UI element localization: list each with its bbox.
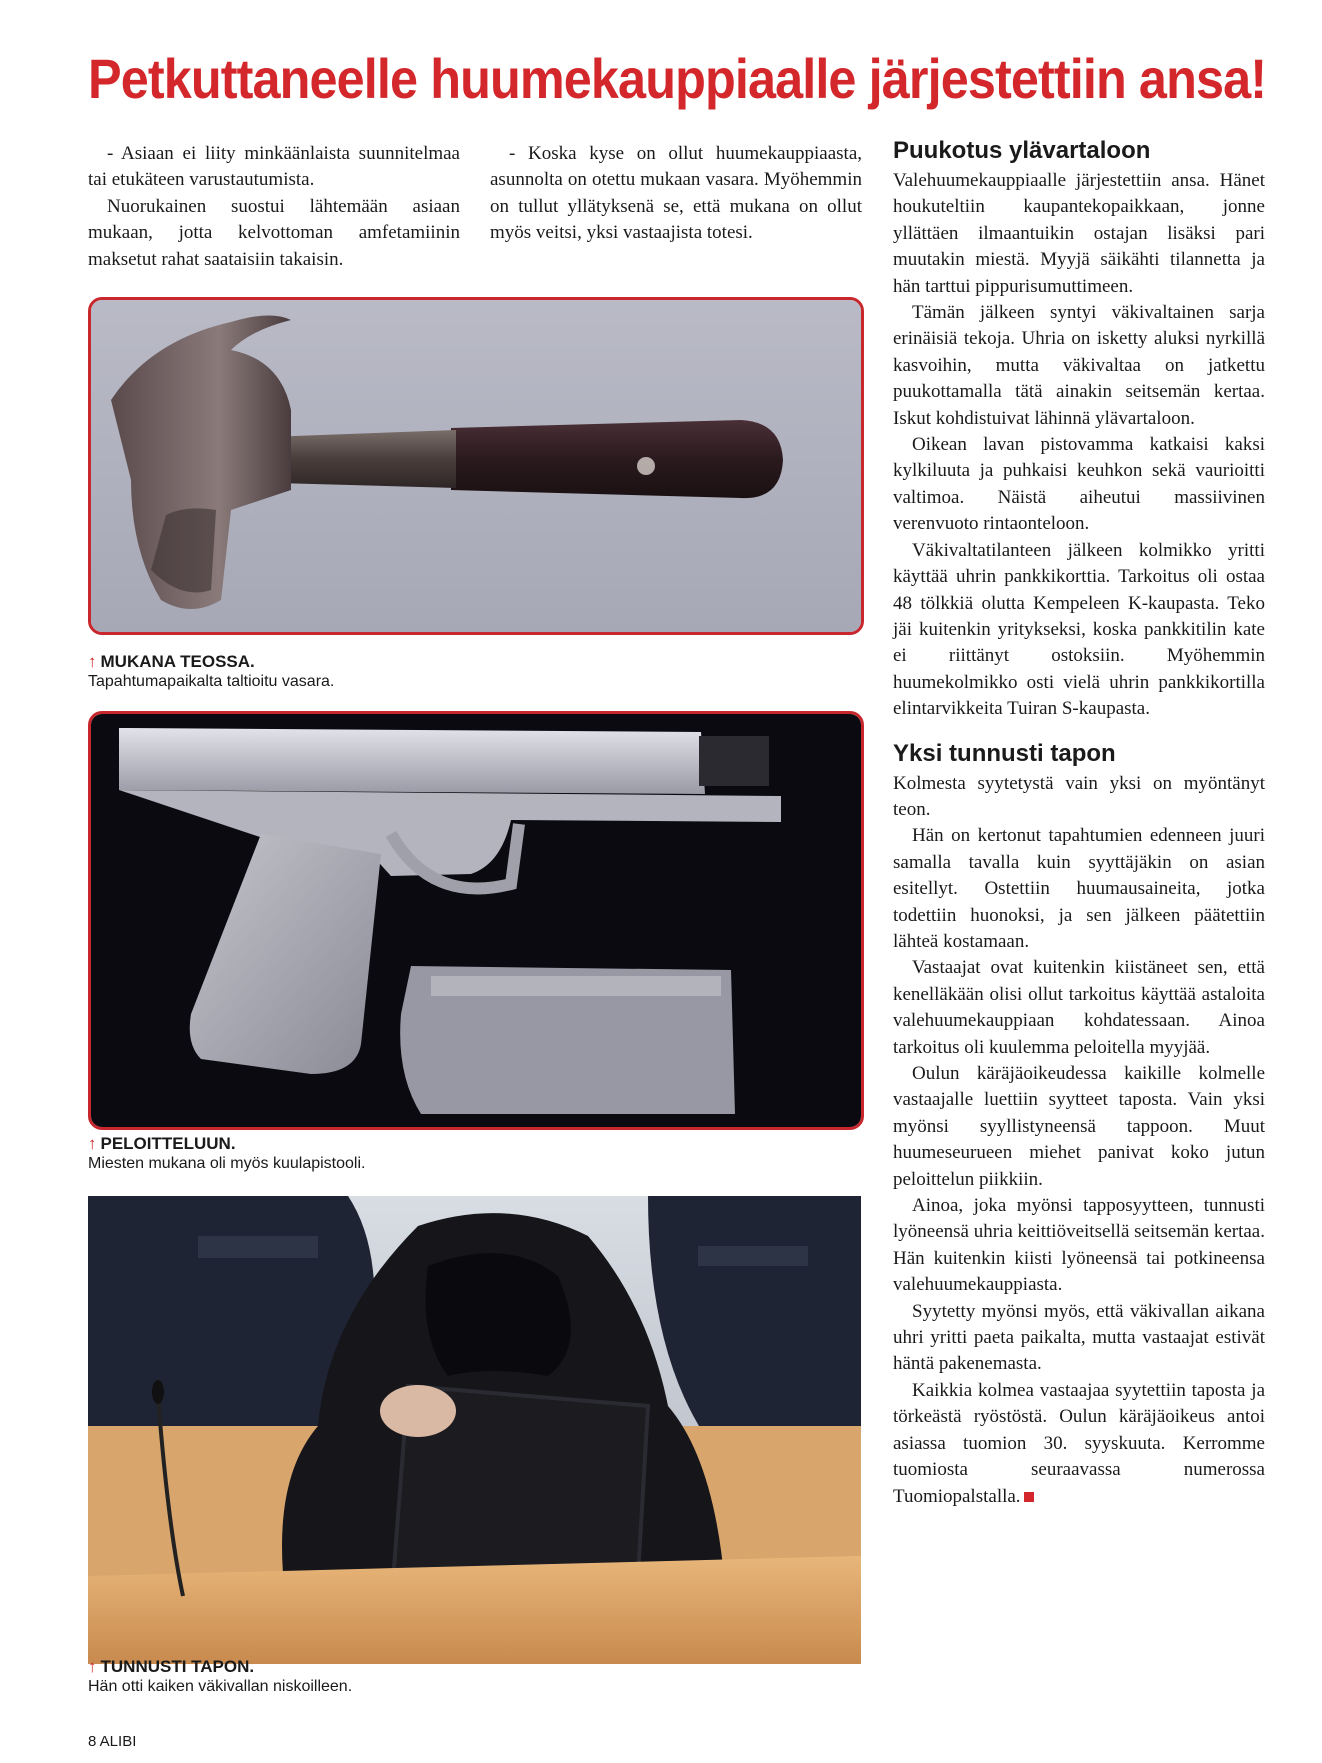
caption-title bbox=[88, 1657, 352, 1677]
paragraph: Ainoa, joka myönsi tapposyytteen, tunnusti lyöneensä uhria keittiöveitsellä seitsemän kertaa. Hän kuitenkin kiisti lyöneensä tai potkineensa valehuumekauppiasta. bbox=[893, 1195, 1265, 1296]
paragraph: Valehuumekauppiaalle järjestettiin ansa. Hänet houkuteltiin kaupantekopaikkaan, jonne yllättäen ilmaantuikin ostajan lisäksi pari muutakin miestä. Myyjä säikähti tilannetta ja hän tarttui pippurisumuttimeen. bbox=[893, 170, 1265, 297]
paragraph-text: Kaikkia kolmea vastaajaa syytettiin taposta ja törkeästä ryöstöstä. Oulun käräjäoikeus antoi asiassa tuomion 30. syyskuuta. Kerromme tuomiosta seuraavassa numerossa Tuomiopalstalla. bbox=[893, 1379, 1265, 1507]
page-folio: 8 ALIBI bbox=[88, 1733, 137, 1750]
paragraph: Kolmesta syytetystä vain yksi on myöntänyt teon. bbox=[893, 772, 1265, 820]
caption-pistol bbox=[88, 1134, 365, 1174]
pistol-photo bbox=[88, 711, 864, 1130]
subheading-puukotus: Puukotus ylävartaloon bbox=[893, 137, 1151, 164]
arrow-up-icon: ↑ bbox=[88, 1134, 97, 1153]
article-column-3 bbox=[893, 136, 1265, 1510]
paragraph: - Asiaan ei liity minkäänlaista suunnitelmaa tai etukäteen varustautumista. bbox=[88, 143, 460, 191]
hammer-photo bbox=[88, 297, 864, 635]
paragraph: Tämän jälkeen syntyi väkivaltainen sarja erinäisiä tekoja. Uhria on isketty aluksi nyrkillä kasvoihin, mutta väkivaltaa on jatkettu puukottamalla tätä ainakin seitsemän kertaa. Iskut kohdistuivat lähinnä ylävartaloon. bbox=[893, 302, 1265, 429]
paragraph: Hän on kertonut tapahtumien edenneen juuri samalla tavalla kuin syyttäjäkin on asian esitellyt. Ostettiin huumausaineita, jotka todettiin huonoksi, ja sen jälkeen päätettiin lähteä kostamaan. bbox=[893, 825, 1265, 952]
paragraph: Oulun käräjäoikeudessa kaikille kolmelle vastaajalle luettiin syytteet taposta. Vain yksi myönsi syyllistyneensä tappoon. Muut huumeseurueen miehet panivat koko jutun peloittelun piikkiin. bbox=[893, 1063, 1265, 1190]
pistol-illustration bbox=[91, 714, 861, 1127]
courtroom-photo bbox=[88, 1196, 861, 1664]
paragraph-last bbox=[893, 1378, 1265, 1510]
paragraph: Syytetty myönsi myös, että väkivallan aikana uhri yritti paeta paikalta, mutta vastaajat estivät häntä pakenemasta. bbox=[893, 1300, 1265, 1375]
paragraph: - Koska kyse on ollut huumekauppiaasta, asunnolta on otettu mukaan vasara. Myöhemmin on tullut yllätyksenä se, että mukana on ollut myös veitsi, yksi vastaajista totesi. bbox=[490, 143, 862, 244]
arrow-up-icon: ↑ bbox=[88, 1657, 97, 1676]
headline: Petkuttaneelle huumekauppiaalle järjestettiin ansa! bbox=[88, 47, 1267, 110]
article-column-2 bbox=[490, 141, 862, 247]
caption-title bbox=[88, 1134, 365, 1154]
paragraph: Oikean lavan pistovamma katkaisi kaksi kylkiluuta ja puhkaisi keuhkon sekä vaurioitti valtimoa. Näistä aiheutui massiivinen verenvuoto rintaonteloon. bbox=[893, 434, 1265, 535]
paragraph: Nuorukainen suostui lähtemään asiaan mukaan, jotta kelvottoman amfetamiinin maksetut rahat saataisiin takaisin. bbox=[88, 195, 460, 270]
arrow-up-icon: ↑ bbox=[88, 652, 97, 671]
paragraph: Vastaajat ovat kuitenkin kiistäneet sen, että kenelläkään olisi ollut tarkoitus käyttää astaloita valehuumekauppiaan kohdatessaan. Ainoa tarkoitus oli kuulemma peloitella myyjää. bbox=[893, 957, 1265, 1058]
caption-title bbox=[88, 652, 334, 672]
courtroom-illustration bbox=[88, 1196, 861, 1664]
caption-court bbox=[88, 1657, 352, 1697]
caption-text: Tapahtumapaikalta taltioitu vasara. bbox=[88, 673, 335, 690]
article-column-1 bbox=[88, 141, 460, 273]
hammer-illustration bbox=[91, 300, 861, 632]
caption-text: Hän otti kaiken väkivallan niskoilleen. bbox=[88, 1678, 353, 1695]
caption-title-text: PELOITTELUUN. bbox=[100, 1134, 236, 1153]
subheading-yksi-tunnusti: Yksi tunnusti tapon bbox=[893, 739, 1116, 767]
caption-title-text: MUKANA TEOSSA. bbox=[100, 652, 255, 671]
paragraph: Väkivaltatilanteen jälkeen kolmikko yritti käyttää uhrin pankkikorttia. Tarkoitus oli ostaa 48 tölkkiä olutta Kempeleen K-kaupasta. Teko jäi kuitenkin yritykseksi, koska pankkitilin kate ei riittänyt ostoksiin. Myöhemmin huumekolmikko osti vielä uhrin pankkikortilla elintarvikkeita Tuiran S-kaupasta. bbox=[893, 539, 1265, 720]
caption-title-text: TUNNUSTI TAPON. bbox=[100, 1657, 255, 1676]
end-mark bbox=[1024, 1492, 1034, 1502]
caption-text: Miesten mukana oli myös kuulapistooli. bbox=[88, 1155, 366, 1172]
caption-hammer bbox=[88, 652, 334, 692]
